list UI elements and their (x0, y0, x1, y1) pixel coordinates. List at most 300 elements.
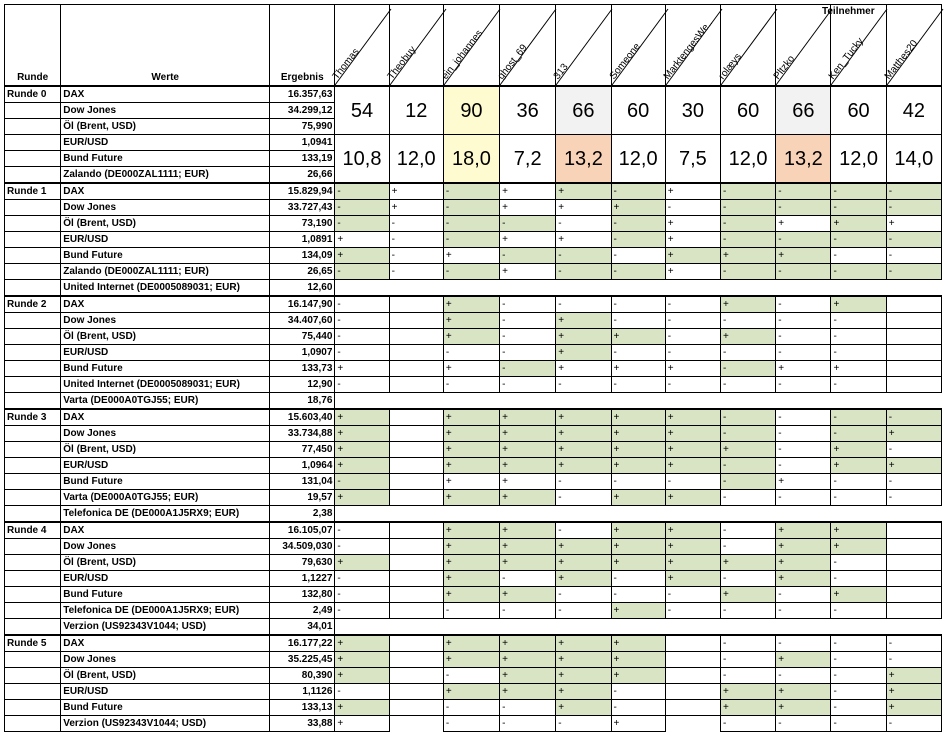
prediction-cell[interactable]: - (335, 313, 389, 329)
prediction-cell[interactable]: - (776, 587, 831, 603)
prediction-cell[interactable]: - (831, 668, 886, 684)
prediction-cell[interactable]: + (335, 490, 389, 506)
prediction-cell[interactable]: + (611, 635, 665, 652)
prediction-cell[interactable]: - (831, 313, 886, 329)
prediction-cell[interactable]: + (335, 442, 389, 458)
prediction-cell[interactable]: + (556, 442, 611, 458)
prediction-cell[interactable]: + (443, 539, 499, 555)
prediction-cell[interactable]: - (611, 587, 665, 603)
prediction-cell[interactable]: + (443, 409, 499, 426)
prediction-cell[interactable]: + (500, 635, 556, 652)
prediction-cell[interactable]: + (776, 571, 831, 587)
prediction-cell[interactable] (500, 280, 556, 297)
prediction-cell[interactable]: + (776, 652, 831, 668)
prediction-cell[interactable]: - (886, 442, 941, 458)
prediction-cell[interactable]: + (556, 313, 611, 329)
prediction-cell[interactable]: + (556, 700, 611, 716)
prediction-cell[interactable]: + (776, 216, 831, 232)
prediction-cell[interactable]: - (720, 264, 775, 280)
prediction-cell[interactable] (665, 684, 720, 700)
prediction-cell[interactable] (389, 474, 443, 490)
prediction-cell[interactable]: + (665, 571, 720, 587)
prediction-cell[interactable]: + (720, 248, 775, 264)
prediction-cell[interactable]: + (335, 232, 389, 248)
prediction-cell[interactable]: + (665, 555, 720, 571)
prediction-cell[interactable] (611, 619, 665, 636)
prediction-cell[interactable]: - (886, 409, 941, 426)
prediction-cell[interactable] (556, 393, 611, 410)
prediction-cell[interactable]: + (500, 200, 556, 216)
prediction-cell[interactable]: + (500, 490, 556, 506)
prediction-cell[interactable]: - (776, 716, 831, 732)
prediction-cell[interactable]: - (831, 490, 886, 506)
prediction-cell[interactable]: + (500, 426, 556, 442)
prediction-cell[interactable] (556, 280, 611, 297)
prediction-cell[interactable]: + (556, 458, 611, 474)
prediction-cell[interactable]: - (831, 232, 886, 248)
prediction-cell[interactable]: - (886, 474, 941, 490)
prediction-cell[interactable]: - (665, 200, 720, 216)
prediction-cell[interactable]: - (720, 668, 775, 684)
prediction-cell[interactable] (665, 619, 720, 636)
prediction-cell[interactable] (389, 361, 443, 377)
prediction-cell[interactable] (665, 393, 720, 410)
prediction-cell[interactable]: - (776, 442, 831, 458)
points-cell[interactable]: 90 (443, 86, 499, 135)
prediction-cell[interactable]: + (831, 442, 886, 458)
prediction-cell[interactable]: - (720, 571, 775, 587)
prediction-cell[interactable]: - (556, 264, 611, 280)
prediction-cell[interactable]: - (665, 345, 720, 361)
prediction-cell[interactable] (389, 555, 443, 571)
prediction-cell[interactable]: + (556, 183, 611, 200)
prediction-cell[interactable] (443, 280, 499, 297)
prediction-cell[interactable] (831, 280, 886, 297)
prediction-cell[interactable]: - (335, 183, 389, 200)
prediction-cell[interactable]: - (886, 716, 941, 732)
prediction-cell[interactable]: - (556, 587, 611, 603)
prediction-cell[interactable]: + (500, 409, 556, 426)
prediction-cell[interactable]: - (886, 490, 941, 506)
score-cell[interactable]: 12,0 (389, 135, 443, 184)
prediction-cell[interactable]: - (389, 264, 443, 280)
points-cell[interactable]: 60 (720, 86, 775, 135)
prediction-cell[interactable]: + (831, 361, 886, 377)
prediction-cell[interactable] (665, 668, 720, 684)
prediction-cell[interactable]: + (776, 684, 831, 700)
prediction-cell[interactable]: + (776, 361, 831, 377)
prediction-cell[interactable]: - (556, 490, 611, 506)
points-cell[interactable]: 60 (611, 86, 665, 135)
prediction-cell[interactable]: + (611, 361, 665, 377)
prediction-cell[interactable]: - (335, 377, 389, 393)
points-cell[interactable]: 42 (886, 86, 941, 135)
prediction-cell[interactable]: + (443, 587, 499, 603)
prediction-cell[interactable] (335, 393, 389, 410)
prediction-cell[interactable]: - (720, 183, 775, 200)
prediction-cell[interactable] (720, 506, 775, 523)
prediction-cell[interactable]: + (886, 700, 941, 716)
prediction-cell[interactable]: - (500, 248, 556, 264)
prediction-cell[interactable] (389, 716, 443, 732)
points-cell[interactable]: 36 (500, 86, 556, 135)
prediction-cell[interactable]: + (776, 474, 831, 490)
prediction-cell[interactable]: - (831, 329, 886, 345)
prediction-cell[interactable]: - (831, 183, 886, 200)
prediction-cell[interactable] (389, 313, 443, 329)
prediction-cell[interactable]: - (443, 668, 499, 684)
prediction-cell[interactable]: + (500, 652, 556, 668)
prediction-cell[interactable]: + (500, 668, 556, 684)
prediction-cell[interactable] (720, 280, 775, 297)
prediction-cell[interactable]: - (500, 700, 556, 716)
prediction-cell[interactable]: - (335, 200, 389, 216)
prediction-cell[interactable]: - (443, 183, 499, 200)
prediction-cell[interactable]: - (831, 571, 886, 587)
prediction-cell[interactable]: - (335, 329, 389, 345)
prediction-cell[interactable]: + (556, 345, 611, 361)
prediction-cell[interactable] (886, 329, 941, 345)
prediction-cell[interactable]: + (443, 296, 499, 313)
prediction-cell[interactable]: + (665, 183, 720, 200)
prediction-cell[interactable]: + (443, 474, 499, 490)
prediction-cell[interactable]: + (500, 442, 556, 458)
prediction-cell[interactable] (335, 506, 389, 523)
prediction-cell[interactable]: + (335, 248, 389, 264)
prediction-cell[interactable]: - (776, 345, 831, 361)
prediction-cell[interactable] (776, 506, 831, 523)
prediction-cell[interactable]: - (776, 183, 831, 200)
participant-header[interactable] (661, 5, 720, 87)
prediction-cell[interactable] (886, 522, 941, 539)
prediction-cell[interactable]: - (831, 603, 886, 619)
prediction-cell[interactable]: - (720, 522, 775, 539)
prediction-cell[interactable]: - (556, 216, 611, 232)
prediction-cell[interactable]: - (720, 652, 775, 668)
prediction-cell[interactable]: - (720, 232, 775, 248)
prediction-cell[interactable]: - (720, 361, 775, 377)
prediction-cell[interactable]: - (611, 313, 665, 329)
prediction-cell[interactable]: + (443, 635, 499, 652)
prediction-cell[interactable]: + (886, 426, 941, 442)
prediction-cell[interactable]: + (720, 555, 775, 571)
prediction-cell[interactable] (389, 684, 443, 700)
score-cell[interactable]: 10,8 (335, 135, 389, 184)
prediction-cell[interactable]: - (443, 264, 499, 280)
prediction-cell[interactable] (335, 619, 389, 636)
prediction-cell[interactable]: + (556, 635, 611, 652)
prediction-cell[interactable]: - (556, 377, 611, 393)
prediction-cell[interactable]: - (831, 555, 886, 571)
prediction-cell[interactable]: - (500, 345, 556, 361)
prediction-cell[interactable]: - (611, 264, 665, 280)
points-cell[interactable]: 54 (335, 86, 389, 135)
prediction-cell[interactable]: + (611, 668, 665, 684)
prediction-cell[interactable] (886, 571, 941, 587)
prediction-cell[interactable]: + (611, 555, 665, 571)
score-cell[interactable]: 7,5 (665, 135, 720, 184)
prediction-cell[interactable]: + (556, 409, 611, 426)
prediction-cell[interactable] (389, 409, 443, 426)
prediction-cell[interactable]: - (556, 474, 611, 490)
prediction-cell[interactable]: + (443, 442, 499, 458)
prediction-cell[interactable]: + (500, 587, 556, 603)
prediction-cell[interactable]: + (335, 635, 389, 652)
prediction-cell[interactable] (776, 393, 831, 410)
prediction-cell[interactable]: + (335, 409, 389, 426)
prediction-cell[interactable]: - (389, 248, 443, 264)
prediction-cell[interactable]: + (831, 458, 886, 474)
prediction-cell[interactable]: - (831, 426, 886, 442)
prediction-cell[interactable] (886, 539, 941, 555)
prediction-cell[interactable]: + (389, 200, 443, 216)
prediction-cell[interactable] (665, 716, 720, 732)
prediction-cell[interactable]: - (886, 183, 941, 200)
prediction-cell[interactable]: - (335, 296, 389, 313)
prediction-cell[interactable]: + (335, 426, 389, 442)
prediction-cell[interactable]: - (335, 684, 389, 700)
prediction-cell[interactable]: + (776, 555, 831, 571)
participant-header[interactable] (607, 5, 665, 87)
prediction-cell[interactable]: + (665, 442, 720, 458)
prediction-cell[interactable]: + (500, 555, 556, 571)
prediction-cell[interactable]: - (611, 571, 665, 587)
prediction-cell[interactable]: - (776, 409, 831, 426)
prediction-cell[interactable]: - (611, 700, 665, 716)
prediction-cell[interactable]: + (443, 329, 499, 345)
points-cell[interactable]: 66 (556, 86, 611, 135)
prediction-cell[interactable]: + (611, 522, 665, 539)
prediction-cell[interactable]: - (776, 200, 831, 216)
prediction-cell[interactable] (886, 393, 941, 410)
prediction-cell[interactable]: - (720, 200, 775, 216)
prediction-cell[interactable] (776, 619, 831, 636)
prediction-cell[interactable]: + (611, 409, 665, 426)
prediction-cell[interactable] (556, 619, 611, 636)
prediction-cell[interactable]: - (335, 522, 389, 539)
prediction-cell[interactable]: - (831, 700, 886, 716)
prediction-cell[interactable]: + (500, 539, 556, 555)
prediction-cell[interactable]: - (720, 458, 775, 474)
prediction-cell[interactable]: + (500, 264, 556, 280)
prediction-cell[interactable]: + (720, 442, 775, 458)
prediction-cell[interactable] (389, 700, 443, 716)
prediction-cell[interactable]: - (831, 345, 886, 361)
score-cell[interactable]: 14,0 (886, 135, 941, 184)
prediction-cell[interactable] (720, 393, 775, 410)
prediction-cell[interactable]: - (335, 587, 389, 603)
prediction-cell[interactable]: + (556, 555, 611, 571)
prediction-cell[interactable]: - (443, 216, 499, 232)
participant-header[interactable] (331, 5, 389, 87)
prediction-cell[interactable]: - (720, 216, 775, 232)
points-cell[interactable]: 60 (831, 86, 886, 135)
prediction-cell[interactable]: + (611, 652, 665, 668)
prediction-cell[interactable]: - (556, 603, 611, 619)
prediction-cell[interactable]: - (720, 716, 775, 732)
prediction-cell[interactable]: + (611, 442, 665, 458)
prediction-cell[interactable] (665, 700, 720, 716)
prediction-cell[interactable]: - (886, 232, 941, 248)
prediction-cell[interactable] (389, 619, 443, 636)
prediction-cell[interactable] (389, 426, 443, 442)
prediction-cell[interactable]: - (611, 183, 665, 200)
prediction-cell[interactable]: + (776, 539, 831, 555)
prediction-cell[interactable]: + (556, 232, 611, 248)
prediction-cell[interactable]: + (611, 426, 665, 442)
prediction-cell[interactable]: + (443, 248, 499, 264)
prediction-cell[interactable] (886, 555, 941, 571)
prediction-cell[interactable]: + (831, 539, 886, 555)
prediction-cell[interactable] (665, 280, 720, 297)
prediction-cell[interactable] (389, 393, 443, 410)
prediction-cell[interactable]: - (443, 716, 499, 732)
prediction-cell[interactable]: + (665, 426, 720, 442)
prediction-cell[interactable]: - (720, 426, 775, 442)
participant-header[interactable] (385, 5, 443, 87)
score-cell[interactable]: 12,0 (611, 135, 665, 184)
prediction-cell[interactable]: + (556, 200, 611, 216)
prediction-cell[interactable] (665, 652, 720, 668)
prediction-cell[interactable]: - (831, 684, 886, 700)
prediction-cell[interactable]: - (335, 345, 389, 361)
prediction-cell[interactable] (500, 393, 556, 410)
prediction-cell[interactable]: - (776, 264, 831, 280)
prediction-cell[interactable]: - (720, 539, 775, 555)
prediction-cell[interactable] (611, 280, 665, 297)
prediction-cell[interactable]: + (335, 700, 389, 716)
prediction-cell[interactable]: + (443, 361, 499, 377)
prediction-cell[interactable]: - (443, 200, 499, 216)
prediction-cell[interactable]: + (556, 668, 611, 684)
prediction-cell[interactable]: - (500, 216, 556, 232)
prediction-cell[interactable]: - (720, 635, 775, 652)
prediction-cell[interactable]: - (443, 603, 499, 619)
prediction-cell[interactable]: + (665, 361, 720, 377)
prediction-cell[interactable] (500, 506, 556, 523)
prediction-cell[interactable] (886, 587, 941, 603)
prediction-cell[interactable] (886, 603, 941, 619)
prediction-cell[interactable]: + (443, 652, 499, 668)
prediction-cell[interactable]: - (831, 652, 886, 668)
prediction-cell[interactable]: - (611, 377, 665, 393)
participant-header[interactable] (495, 5, 556, 87)
prediction-cell[interactable]: - (335, 474, 389, 490)
prediction-cell[interactable]: + (556, 539, 611, 555)
prediction-cell[interactable] (389, 571, 443, 587)
prediction-cell[interactable]: - (665, 313, 720, 329)
prediction-cell[interactable]: + (611, 603, 665, 619)
prediction-cell[interactable]: + (443, 490, 499, 506)
prediction-cell[interactable]: + (665, 409, 720, 426)
prediction-cell[interactable] (665, 635, 720, 652)
prediction-cell[interactable]: - (665, 587, 720, 603)
participant-header[interactable] (716, 5, 775, 87)
prediction-cell[interactable] (389, 652, 443, 668)
prediction-cell[interactable]: + (886, 216, 941, 232)
prediction-cell[interactable]: + (335, 361, 389, 377)
prediction-cell[interactable] (389, 458, 443, 474)
prediction-cell[interactable] (886, 345, 941, 361)
prediction-cell[interactable]: - (335, 603, 389, 619)
prediction-cell[interactable]: + (720, 296, 775, 313)
prediction-cell[interactable]: + (335, 652, 389, 668)
prediction-cell[interactable] (831, 393, 886, 410)
prediction-cell[interactable] (886, 377, 941, 393)
prediction-cell[interactable]: + (443, 571, 499, 587)
prediction-cell[interactable] (389, 329, 443, 345)
prediction-cell[interactable]: + (500, 522, 556, 539)
prediction-cell[interactable]: + (389, 183, 443, 200)
prediction-cell[interactable]: - (776, 426, 831, 442)
prediction-cell[interactable] (389, 345, 443, 361)
prediction-cell[interactable]: + (443, 458, 499, 474)
prediction-cell[interactable] (389, 377, 443, 393)
prediction-cell[interactable]: - (556, 296, 611, 313)
prediction-cell[interactable]: - (665, 377, 720, 393)
points-cell[interactable]: 30 (665, 86, 720, 135)
score-cell[interactable]: 12,0 (720, 135, 775, 184)
prediction-cell[interactable]: + (831, 522, 886, 539)
score-cell[interactable]: 12,0 (831, 135, 886, 184)
prediction-cell[interactable]: - (389, 232, 443, 248)
prediction-cell[interactable] (389, 506, 443, 523)
prediction-cell[interactable]: + (556, 571, 611, 587)
prediction-cell[interactable]: - (335, 571, 389, 587)
prediction-cell[interactable]: + (611, 490, 665, 506)
prediction-cell[interactable]: - (335, 264, 389, 280)
prediction-cell[interactable]: + (500, 232, 556, 248)
prediction-cell[interactable]: + (500, 183, 556, 200)
prediction-cell[interactable]: + (720, 700, 775, 716)
prediction-cell[interactable] (443, 619, 499, 636)
participant-header[interactable] (439, 5, 499, 87)
prediction-cell[interactable]: - (776, 490, 831, 506)
prediction-cell[interactable]: - (720, 603, 775, 619)
prediction-cell[interactable]: - (443, 345, 499, 361)
prediction-cell[interactable] (831, 619, 886, 636)
prediction-cell[interactable]: - (500, 313, 556, 329)
prediction-cell[interactable]: - (611, 684, 665, 700)
prediction-cell[interactable]: - (776, 232, 831, 248)
prediction-cell[interactable]: - (611, 248, 665, 264)
prediction-cell[interactable] (665, 506, 720, 523)
prediction-cell[interactable]: - (611, 474, 665, 490)
prediction-cell[interactable]: + (886, 458, 941, 474)
prediction-cell[interactable]: - (831, 635, 886, 652)
prediction-cell[interactable]: - (556, 248, 611, 264)
prediction-cell[interactable] (886, 619, 941, 636)
prediction-cell[interactable]: - (335, 539, 389, 555)
prediction-cell[interactable] (556, 506, 611, 523)
prediction-cell[interactable]: + (443, 684, 499, 700)
prediction-cell[interactable]: + (665, 539, 720, 555)
prediction-cell[interactable]: - (831, 200, 886, 216)
prediction-cell[interactable]: - (776, 458, 831, 474)
prediction-cell[interactable]: - (886, 248, 941, 264)
prediction-cell[interactable]: - (720, 409, 775, 426)
prediction-cell[interactable] (611, 393, 665, 410)
prediction-cell[interactable]: - (556, 522, 611, 539)
prediction-cell[interactable] (831, 506, 886, 523)
prediction-cell[interactable]: - (500, 329, 556, 345)
prediction-cell[interactable] (389, 587, 443, 603)
prediction-cell[interactable] (389, 522, 443, 539)
prediction-cell[interactable]: - (611, 232, 665, 248)
prediction-cell[interactable]: + (443, 522, 499, 539)
prediction-cell[interactable]: - (886, 652, 941, 668)
prediction-cell[interactable]: - (720, 474, 775, 490)
